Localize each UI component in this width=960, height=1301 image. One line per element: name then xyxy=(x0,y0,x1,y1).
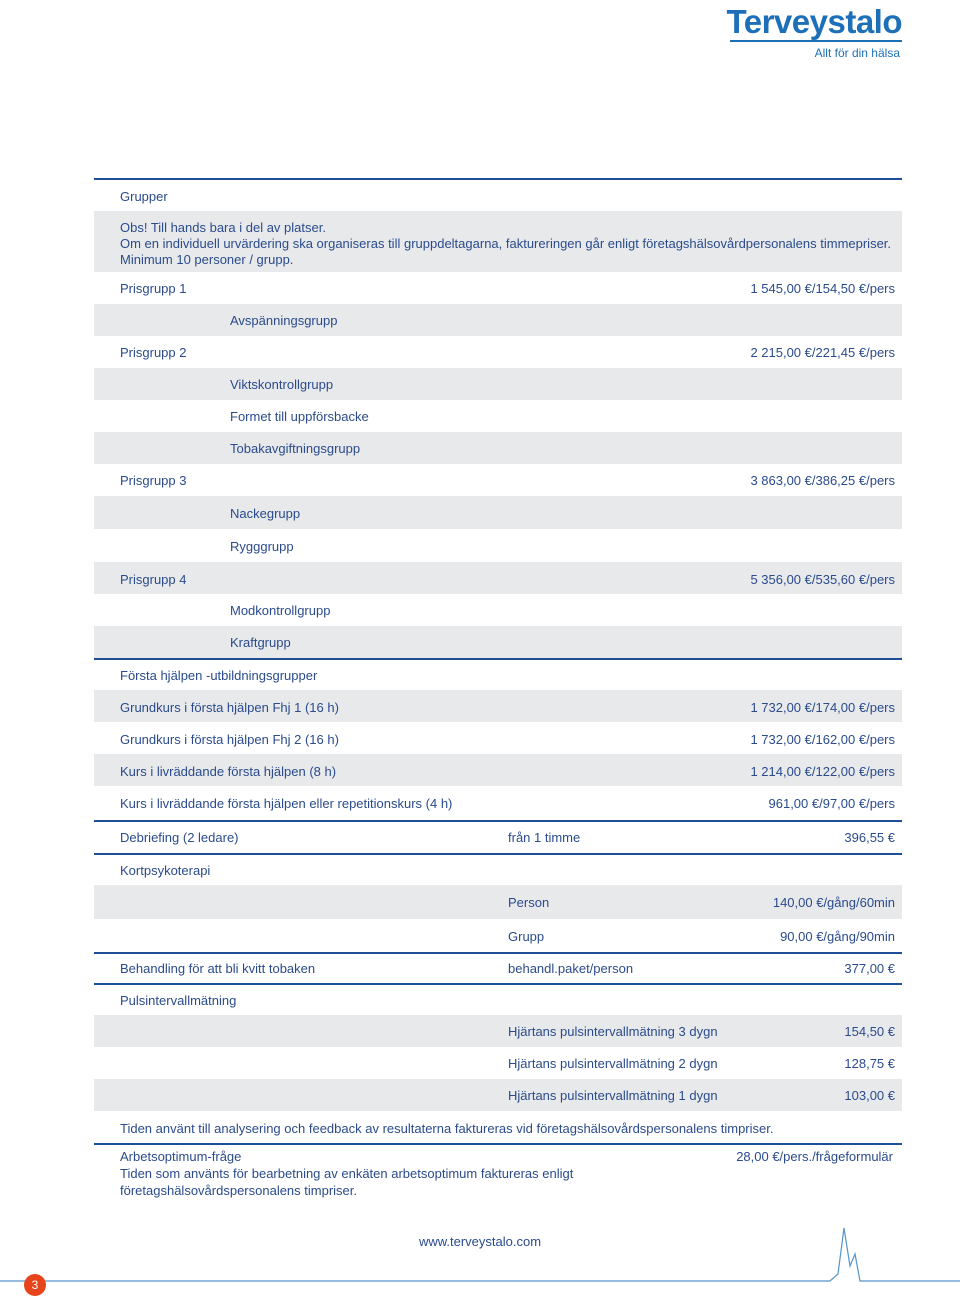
course-price: 1 732,00 €/174,00 €/pers xyxy=(750,700,895,715)
course-row xyxy=(94,722,902,754)
brand-tagline: Allt för din hälsa xyxy=(814,46,900,60)
therapy-row xyxy=(94,919,902,952)
puls-price: 103,00 € xyxy=(844,1088,895,1103)
course-row xyxy=(94,690,902,722)
arbetsoptimum-row xyxy=(94,1145,902,1203)
price-group-label: Prisgrupp 2 xyxy=(120,345,187,360)
puls-price: 128,75 € xyxy=(844,1056,895,1071)
debriefing-price: 396,55 € xyxy=(844,830,895,845)
group-item-row xyxy=(94,529,902,562)
tobak-row xyxy=(94,954,902,983)
kortpsykoterapi-heading-row xyxy=(94,855,902,885)
arbetsoptimum-line: Tiden som använts för bearbetning av enkäten arbetsoptimum faktureras enligt xyxy=(120,1166,574,1181)
price-group-price: 1 545,00 €/154,50 €/pers xyxy=(750,281,895,296)
therapy-row xyxy=(94,885,902,919)
group-item-row xyxy=(94,626,902,658)
tobak-label: Behandling för att bli kvitt tobaken xyxy=(120,961,316,976)
group-item: Nackegrupp xyxy=(230,506,301,521)
puls-note-row xyxy=(94,1111,902,1143)
page-number-badge: 3 xyxy=(24,1274,46,1296)
puls-unit: Hjärtans pulsintervallmätning 1 dygn xyxy=(508,1088,718,1103)
puls-note: Tiden använt till analysering och feedback av resultaterna faktureras vid företagshälsovårdspersonalens timpriser. xyxy=(120,1121,774,1136)
debriefing-unit: från 1 timme xyxy=(508,830,581,845)
arbetsoptimum-price: 28,00 €/pers./frågeformulär xyxy=(736,1149,893,1164)
puls-row xyxy=(94,1079,902,1111)
price-group-price: 2 215,00 €/221,45 €/pers xyxy=(750,345,895,360)
course-price: 961,00 €/97,00 €/pers xyxy=(768,796,895,811)
first-aid-heading-row xyxy=(94,660,902,690)
tobak-price: 377,00 € xyxy=(844,961,895,976)
course-row xyxy=(94,754,902,786)
price-group-price: 3 863,00 €/386,25 €/pers xyxy=(750,473,895,488)
price-group-row xyxy=(94,272,902,304)
group-item: Formet till uppförsbacke xyxy=(230,409,369,424)
group-item: Avspänningsgrupp xyxy=(230,313,338,328)
group-item: Kraftgrupp xyxy=(230,635,291,650)
puls-row xyxy=(94,1047,902,1079)
note-line: Om en individuell urvärdering ska organiseras till gruppdeltagarna, faktureringen går enligt företagshälsovårdpersonalens timmepriser. xyxy=(120,236,892,251)
puls-unit: Hjärtans pulsintervallmätning 2 dygn xyxy=(508,1056,718,1071)
price-group-row xyxy=(94,562,902,594)
group-item-row xyxy=(94,368,902,400)
debriefing-label: Debriefing (2 ledare) xyxy=(120,830,239,845)
group-item: Tobakavgiftningsgrupp xyxy=(230,441,361,456)
arbetsoptimum-line: företagshälsovårdspersonalens timpriser. xyxy=(120,1183,358,1198)
kortpsykoterapi-label: Kortpsykoterapi xyxy=(120,863,211,878)
group-item: Modkontrollgrupp xyxy=(230,603,331,618)
group-item-row xyxy=(94,400,902,432)
price-group-row xyxy=(94,464,902,496)
groups-heading: Grupper xyxy=(120,189,168,204)
group-item: Viktskontrollgrupp xyxy=(230,377,334,392)
groups-heading-row xyxy=(94,180,902,211)
arbetsoptimum-line: Arbetsoptimum-fråge xyxy=(120,1149,242,1164)
group-item-row xyxy=(94,304,902,336)
price-group-label: Prisgrupp 3 xyxy=(120,473,187,488)
footer-url[interactable]: www.terveystalo.com xyxy=(418,1234,542,1249)
puls-heading-row xyxy=(94,985,902,1015)
course-name: Grundkurs i första hjälpen Fhj 2 (16 h) xyxy=(120,732,339,747)
first-aid-heading: Första hjälpen -utbildningsgrupper xyxy=(120,668,318,683)
course-name: Kurs i livräddande första hjälpen eller repetitionskurs (4 h) xyxy=(120,796,453,811)
puls-unit: Hjärtans pulsintervallmätning 3 dygn xyxy=(508,1024,718,1039)
course-name: Grundkurs i första hjälpen Fhj 1 (16 h) xyxy=(120,700,339,715)
debriefing-row xyxy=(94,822,902,853)
note-line: Obs! Till hands bara i del av platser. xyxy=(120,220,326,235)
price-group-label: Prisgrupp 1 xyxy=(120,281,187,296)
group-item-row xyxy=(94,432,902,464)
course-price: 1 732,00 €/162,00 €/pers xyxy=(750,732,895,747)
group-item-row xyxy=(94,594,902,626)
puls-price: 154,50 € xyxy=(844,1024,895,1039)
course-price: 1 214,00 €/122,00 €/pers xyxy=(750,764,895,779)
puls-label: Pulsintervallmätning xyxy=(120,993,237,1008)
group-item-row xyxy=(94,496,902,529)
brand-name: Terveystalo xyxy=(726,3,902,40)
therapy-price: 90,00 €/gång/90min xyxy=(780,929,895,944)
brand-underline xyxy=(730,40,902,42)
tobak-unit: behandl.paket/person xyxy=(508,961,634,976)
course-row xyxy=(94,786,902,820)
group-item: Rygggrupp xyxy=(230,539,294,554)
price-group-label: Prisgrupp 4 xyxy=(120,572,187,587)
therapy-unit: Person xyxy=(508,895,550,910)
course-name: Kurs i livräddande första hjälpen (8 h) xyxy=(120,764,337,779)
note-line: Minimum 10 personer / grupp. xyxy=(120,252,294,267)
groups-note xyxy=(94,211,902,272)
therapy-unit: Grupp xyxy=(508,929,545,944)
brand-logo xyxy=(727,4,902,60)
puls-row xyxy=(94,1015,902,1047)
price-group-price: 5 356,00 €/535,60 €/pers xyxy=(750,572,895,587)
price-group-row xyxy=(94,336,902,368)
therapy-price: 140,00 €/gång/60min xyxy=(772,895,895,910)
